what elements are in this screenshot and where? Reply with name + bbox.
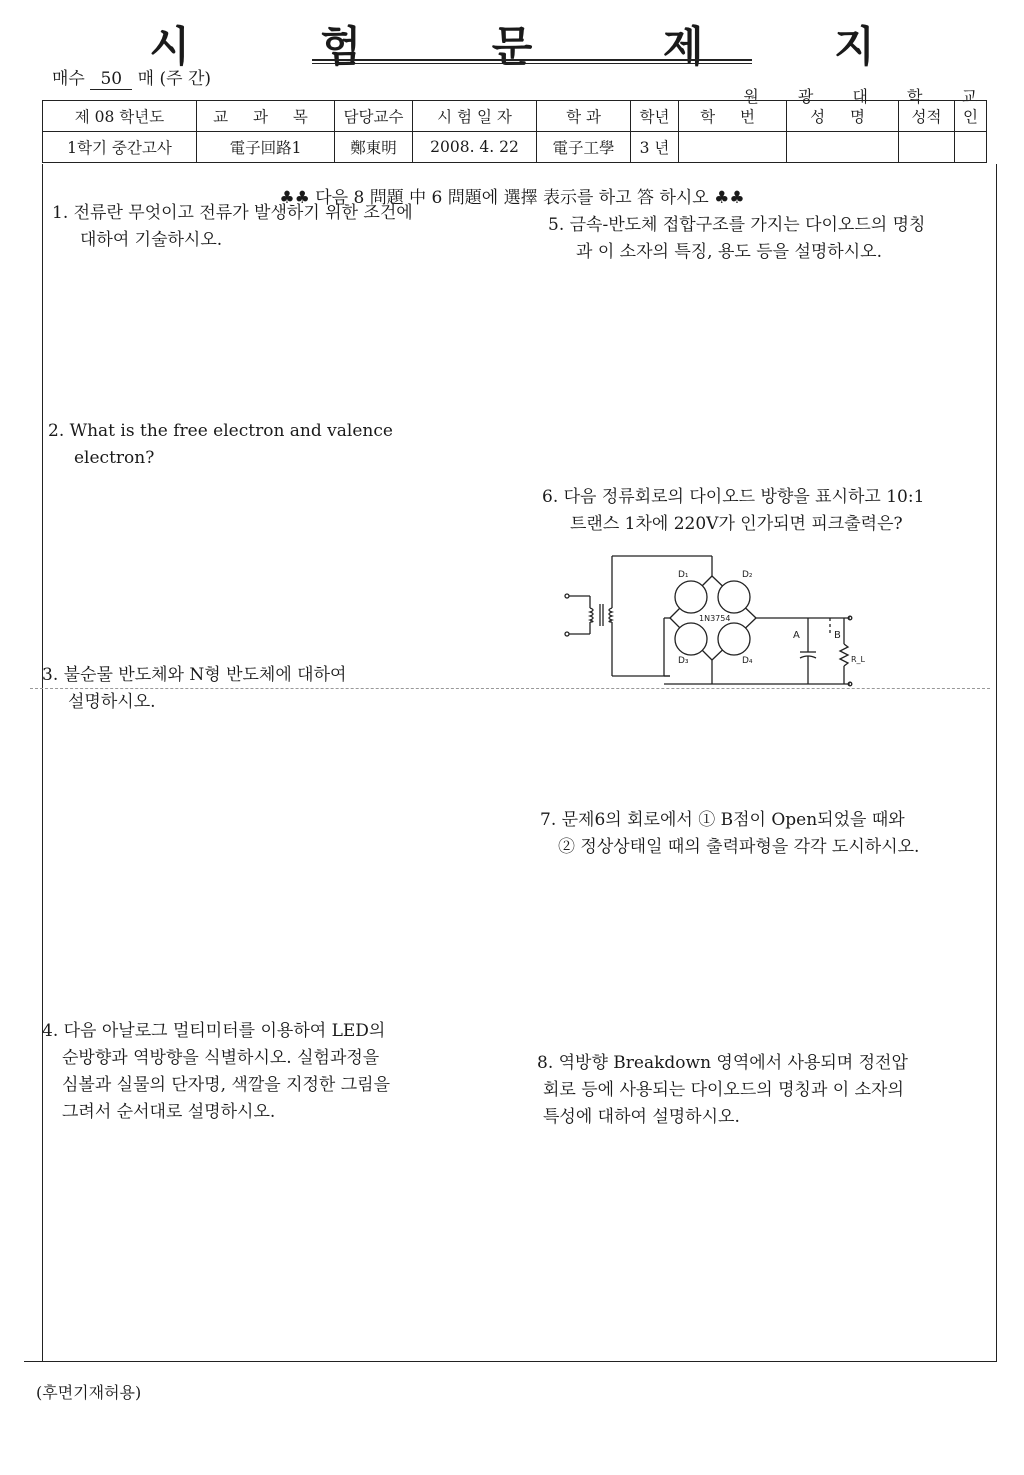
question-7 [540,807,919,861]
grade-value: 3 년 [631,132,679,163]
label-d3: D₃ [678,656,689,666]
question-1-line2: 대하여 기술하시오. [80,230,223,250]
sheet-count-prefix: 매수 [52,69,85,89]
diode-d1 [675,581,707,613]
question-7-line1: 7. 문제6의 회로에서 ① B점이 Open되었을 때와 [540,810,905,830]
date-label: 시 험 일 자 [413,101,537,132]
question-1 [52,200,413,254]
seal-field [955,132,987,163]
question-2-line2: electron? [74,448,155,468]
question-2 [48,418,393,472]
question-3-line1: 3. 불순물 반도체와 N형 반도체에 대하여 [42,665,347,685]
question-4-line1: 4. 다음 아날로그 멀티미터를 이용하여 LED의 [42,1021,386,1041]
question-8-line3: 특성에 대하여 설명하시오. [543,1107,740,1127]
transformer-primary [565,594,593,636]
question-8 [537,1050,908,1131]
question-5 [548,212,925,266]
frame-border-left [42,164,43,1361]
score-label: 성적 [899,101,955,132]
label-d1: D₁ [678,570,689,580]
student-no-label: 학 번 [679,101,787,132]
transformer-secondary [609,556,712,676]
grade-label: 학년 [631,101,679,132]
diode-d4 [718,623,750,655]
question-6 [542,484,924,538]
question-4 [42,1018,390,1126]
question-1-line1: 1. 전류란 무엇이고 전류가 발생하기 위한 조건에 [52,203,413,223]
frame-border-right [996,164,997,1361]
date-value: 2008. 4. 22 [413,132,537,163]
label-d4: D₄ [742,656,753,666]
diode-d3 [675,623,707,655]
filter-capacitor [800,618,816,684]
label-d2: D₂ [742,570,753,580]
seal-label: 인 [955,101,987,132]
question-6-line1: 6. 다음 정류회로의 다이오드 방향을 표시하고 10:1 [542,487,925,507]
student-no-field[interactable] [679,132,787,163]
question-8-line1: 8. 역방향 Breakdown 영역에서 사용되며 정전압 [537,1053,908,1073]
transformer-core [600,604,603,626]
page-title: 시 험 문 제 지 [149,22,933,71]
label-b: B [834,630,841,641]
sheet-count [52,64,211,90]
question-2-line1: 2. What is the free electron and valence [48,421,393,441]
school-name: 원 광 대 학 교 [743,87,994,106]
label-a: A [793,630,800,641]
question-3-line2: 설명하시오. [68,692,156,712]
question-5-line1: 5. 금속-반도체 접합구조를 가지는 다이오드의 명칭 [548,215,926,235]
label-part-number: 1N3754 [699,614,731,623]
footer-note: (후면기재허용) [36,1383,142,1402]
title-underline [312,63,752,64]
title-underline [312,59,752,61]
question-4-line4: 그려서 순서대로 설명하시오. [62,1102,276,1122]
dept-label: 학 과 [537,101,631,132]
professor-value: 鄭東明 [335,132,413,163]
sheet-count-suffix: 매 (주 간) [137,69,212,89]
load-resistor [840,618,848,684]
label-rl: R_L [851,655,866,664]
subject-value: 電子回路1 [197,132,335,163]
question-4-line2: 순방향과 역방향을 식별하시오. 실험과정을 [62,1048,380,1068]
diode-d2 [718,581,750,613]
subject-label: 교 과 목 [197,101,335,132]
dept-value: 電子工學 [537,132,631,163]
bridge-rectifier-diagram [560,552,870,692]
score-field [899,132,955,163]
question-8-line2: 회로 등에 사용되는 다이오드의 명칭과 이 소자의 [543,1080,904,1100]
exam-header-table [42,100,987,163]
professor-label: 담당교수 [335,101,413,132]
question-7-line2: ② 정상상태일 때의 출력파형을 각각 도시하시오. [558,837,920,857]
term-label: 1학기 중간고사 [43,132,197,163]
question-4-line3: 심볼과 실물의 단자명, 색깔을 지정한 그림을 [62,1075,391,1095]
question-6-line2: 트랜스 1차에 220V가 인가되면 피크출력은? [570,514,903,534]
name-label: 성 명 [787,101,899,132]
question-3 [42,662,346,716]
name-field[interactable] [787,132,899,163]
year-label: 제 08 학년도 [43,101,197,132]
question-5-line2: 과 이 소자의 특징, 용도 등을 설명하시오. [576,242,882,262]
instruction-text: ♣♣ 다음 8 問題 中 6 問題에 選擇 表示를 하고 答 하시오 ♣♣ [279,188,745,208]
sheet-count-value: 50 [90,69,132,90]
frame-border-bottom [24,1361,997,1362]
